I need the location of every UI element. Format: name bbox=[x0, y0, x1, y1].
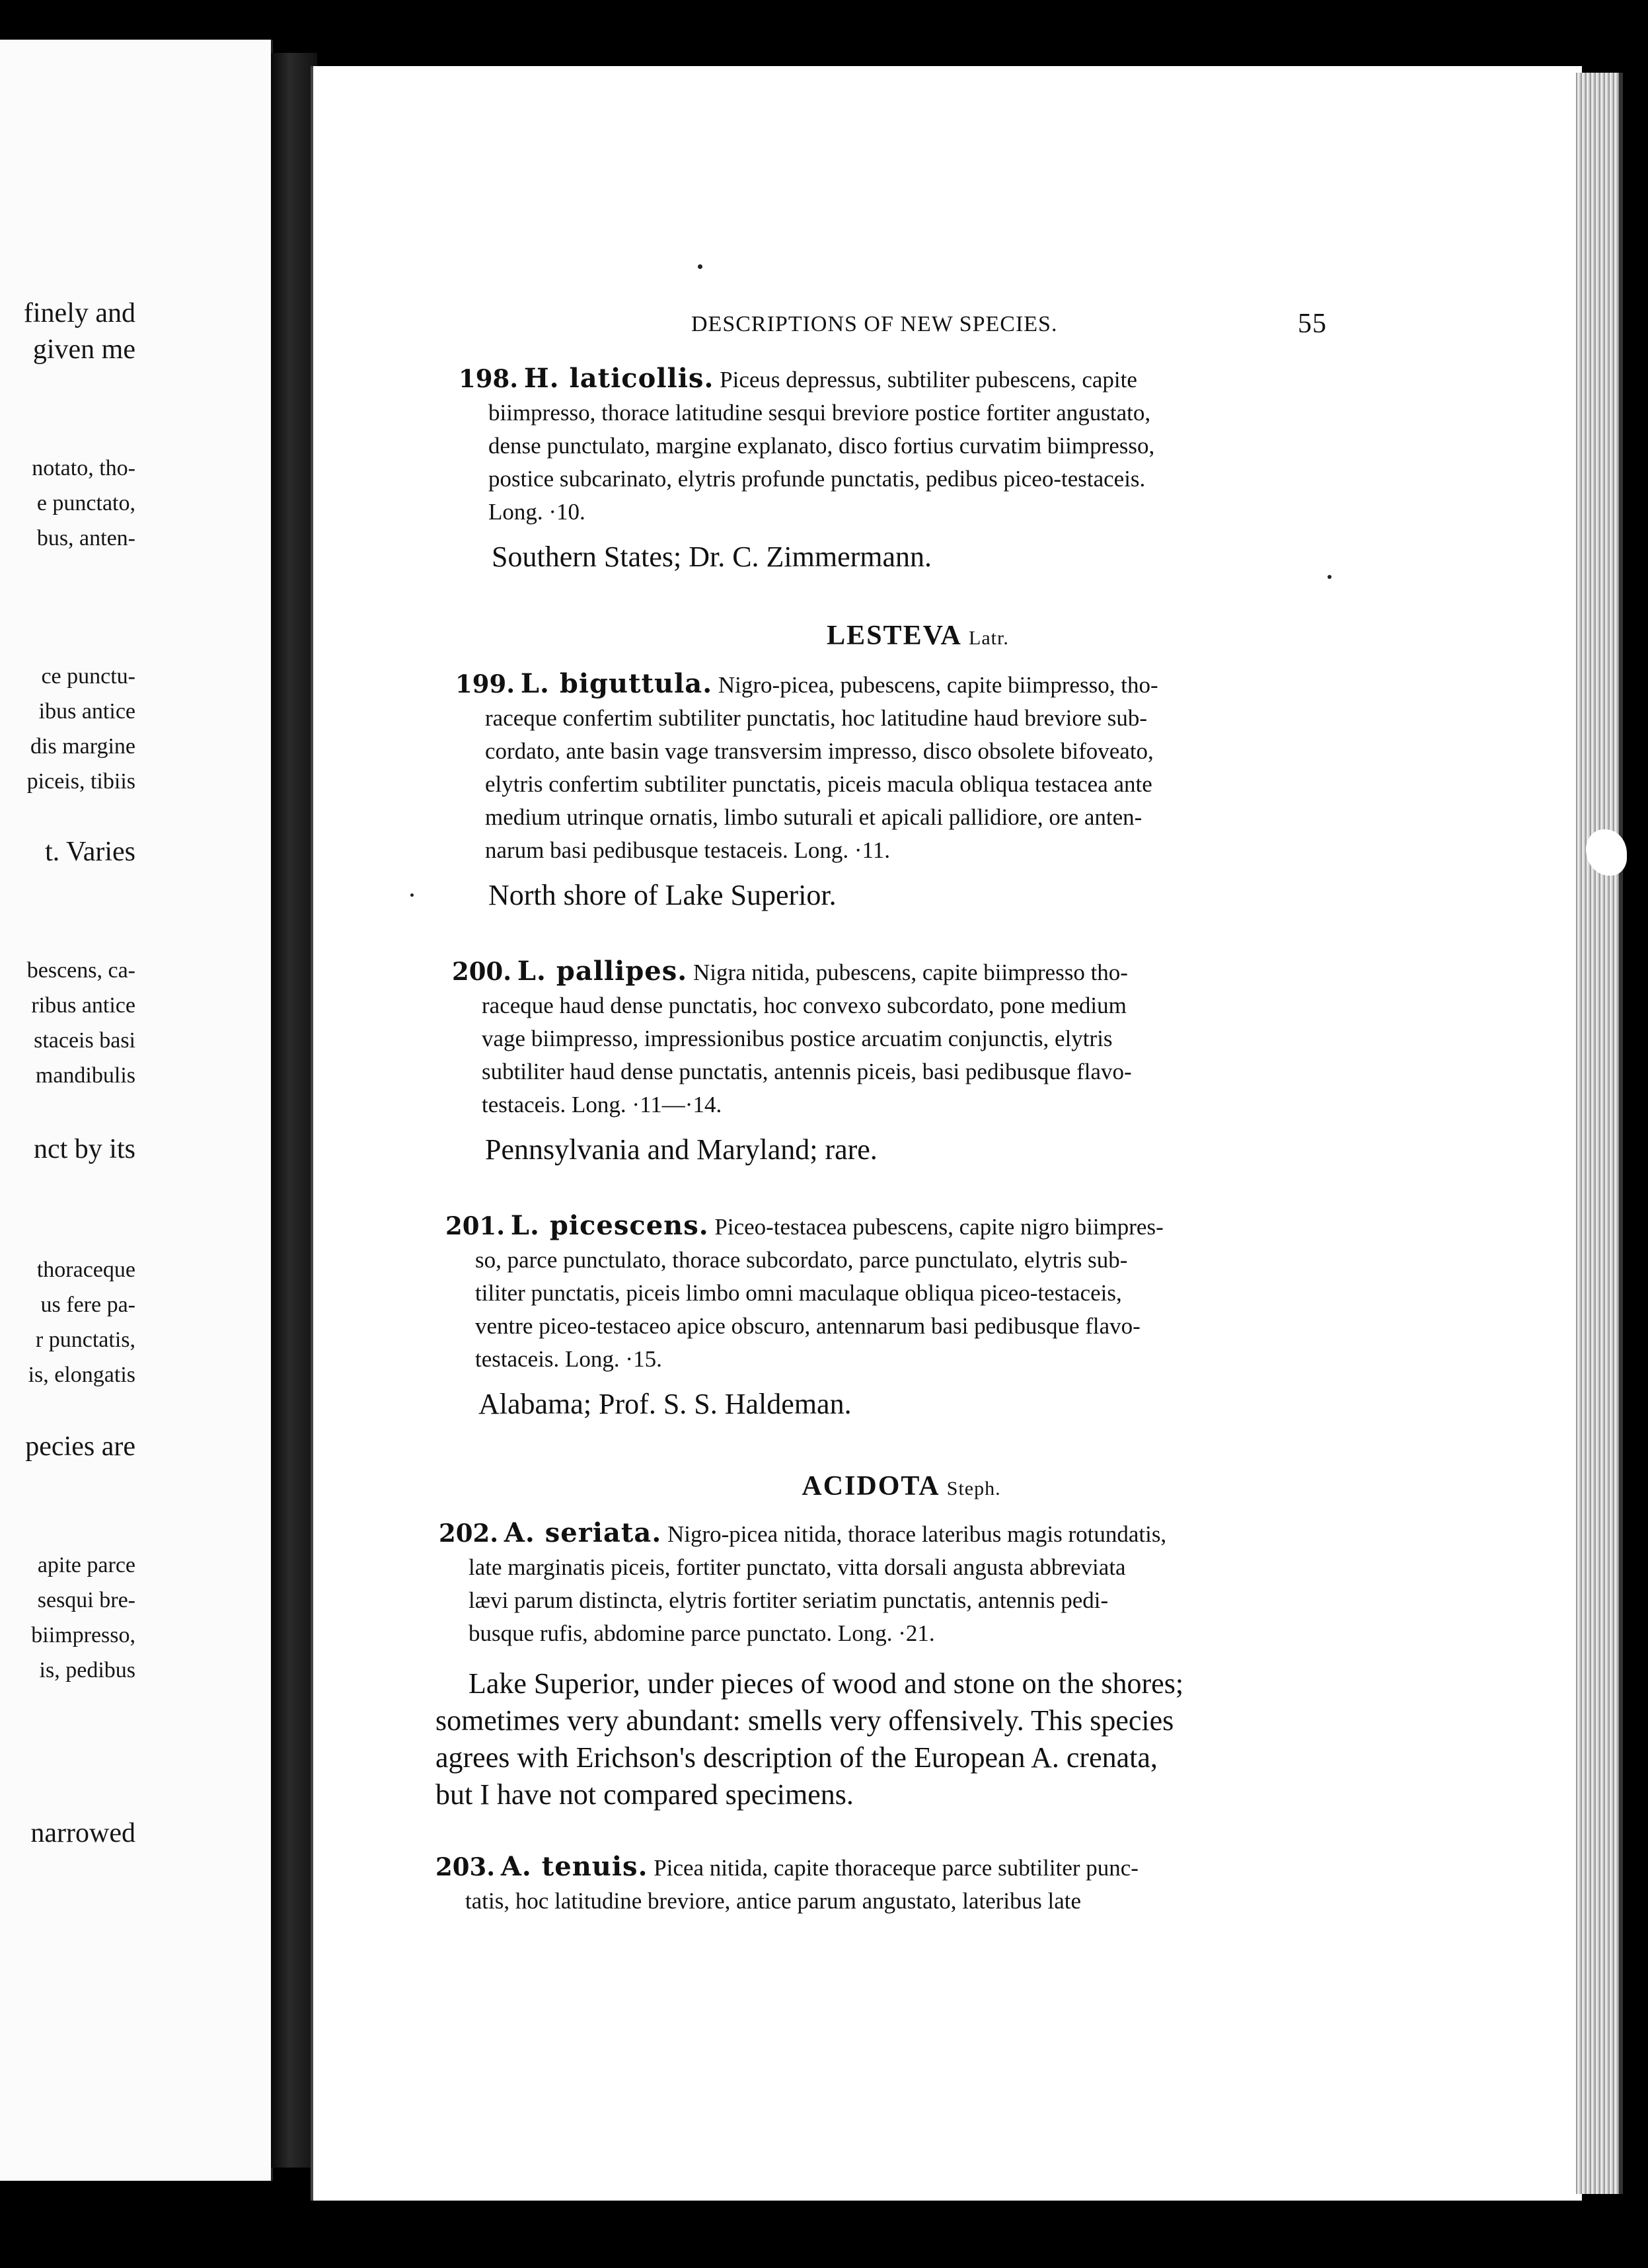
remark-line: but I have not compared specimens. bbox=[435, 1778, 854, 1811]
left-text-fragment: r punctatis, bbox=[35, 1328, 135, 1352]
species-entry-203 bbox=[435, 1850, 1288, 1918]
left-text-fragment: narrowed bbox=[30, 1818, 135, 1848]
remark-paragraph bbox=[435, 1665, 1288, 1813]
species-entry-198 bbox=[459, 362, 1311, 575]
description-line: narum basi pedibusque testaceis. Long. ·11. bbox=[485, 837, 890, 863]
genus-authority: Steph. bbox=[946, 1478, 1001, 1499]
left-text-fragment: given me bbox=[32, 334, 135, 365]
species-entry-201 bbox=[445, 1209, 1298, 1422]
entry-description bbox=[435, 1850, 1288, 1918]
scan-speck bbox=[410, 893, 414, 897]
genus-authority: Latr. bbox=[969, 627, 1009, 649]
left-text-fragment: bescens, ca- bbox=[26, 958, 135, 983]
description-line: elytris confertim subtiliter punctatis, piceis macula obliqua testacea ante bbox=[485, 771, 1152, 797]
entry-number: 201. bbox=[445, 1211, 506, 1240]
description-line: testaceis. Long. ·15. bbox=[475, 1346, 662, 1372]
description-line: Piceo-testacea pubescens, capite nigro biimpres- bbox=[714, 1214, 1164, 1240]
left-text-fragment: e punctato, bbox=[36, 491, 135, 515]
description-line: dense punctulato, margine explanato, disco fortius curvatim biimpresso, bbox=[488, 433, 1155, 459]
remark-line: sometimes very abundant: smells very offensively. This species bbox=[435, 1704, 1174, 1737]
left-text-fragment: us fere pa- bbox=[40, 1293, 135, 1317]
description-line: vage biimpresso, impressionibus postice arcuatim conjunctis, elytris bbox=[482, 1026, 1113, 1051]
scan-speck bbox=[1328, 575, 1331, 579]
genus-name: ACIDOTA bbox=[802, 1471, 939, 1501]
species-name: A. seriata. bbox=[504, 1517, 662, 1548]
main-page bbox=[311, 66, 1582, 2201]
description-line: Nigro-picea nitida, thorace lateribus magis rotundatis, bbox=[667, 1521, 1167, 1547]
description-line: busque rufis, abdomine parce punctato. Long. ·21. bbox=[468, 1620, 935, 1646]
locality: Pennsylvania and Maryland; rare. bbox=[485, 1133, 878, 1166]
entry-number: 199. bbox=[455, 669, 515, 699]
description-line: biimpresso, thorace latitudine sesqui breviore postice fortiter angustato, bbox=[488, 400, 1151, 426]
description-line: late marginatis piceis, fortiter punctato, vitta dorsali angusta abbreviata bbox=[468, 1554, 1126, 1580]
species-name: H. laticollis. bbox=[523, 363, 714, 394]
remark-line: agrees with Erichson's description of the European A. crenata, bbox=[435, 1741, 1158, 1774]
description-line: raceque haud dense punctatis, hoc convexo subcordato, pone medium bbox=[482, 993, 1127, 1018]
left-text-fragment: apite parce bbox=[37, 1553, 135, 1577]
left-text-fragment: finely and bbox=[23, 298, 135, 328]
left-text-fragment: is, pedibus bbox=[39, 1658, 135, 1682]
species-entry-200 bbox=[452, 955, 1304, 1168]
locality: Alabama; Prof. S. S. Haldeman. bbox=[478, 1388, 852, 1420]
description-line: medium utrinque ornatis, limbo suturali et apicali pallidiore, ore anten- bbox=[485, 804, 1142, 830]
description-line: Nigro-picea, pubescens, capite biimpresso, tho- bbox=[718, 672, 1158, 698]
left-text-fragment: mandibulis bbox=[35, 1063, 135, 1088]
entry-number: 203. bbox=[435, 1852, 496, 1881]
left-facing-page bbox=[0, 40, 273, 2181]
entry-description bbox=[439, 1517, 1291, 1650]
left-text-fragment: nct by its bbox=[34, 1134, 135, 1164]
species-entry-199 bbox=[455, 667, 1308, 913]
description-line: tiliter punctatis, piceis limbo omni maculaque obliqua piceo-testaceis, bbox=[475, 1280, 1122, 1306]
entry-number: 198. bbox=[459, 364, 519, 393]
left-text-fragment: t. Varies bbox=[45, 837, 135, 867]
left-text-fragment: ibus antice bbox=[38, 699, 135, 724]
entry-description bbox=[455, 667, 1308, 867]
description-line: Picea nitida, capite thoraceque parce subtiliter punc- bbox=[654, 1855, 1139, 1881]
description-line: Piceus depressus, subtiliter pubescens, capite bbox=[720, 367, 1137, 393]
genus-heading bbox=[267, 1470, 1536, 1502]
entry-number: 200. bbox=[452, 957, 512, 986]
description-line: so, parce punctulato, thorace subcordato, parce punctulato, elytris sub- bbox=[475, 1247, 1128, 1273]
page-number: 55 bbox=[1298, 309, 1327, 339]
entry-number: 202. bbox=[439, 1519, 499, 1548]
description-line: raceque confertim subtiliter punctatis, hoc latitudine haud breviore sub- bbox=[485, 705, 1148, 731]
genus-heading bbox=[283, 620, 1552, 652]
description-line: lævi parum distincta, elytris fortiter seriatim punctatis, antennis pedi- bbox=[468, 1587, 1109, 1613]
left-text-fragment: ribus antice bbox=[31, 993, 135, 1018]
description-line: testaceis. Long. ·11—·14. bbox=[482, 1092, 722, 1117]
left-text-fragment: sesqui bre- bbox=[37, 1588, 135, 1612]
species-name: L. biguttula. bbox=[520, 668, 713, 699]
species-entry-202 bbox=[439, 1517, 1291, 1650]
left-text-fragment: piceis, tibiis bbox=[26, 769, 135, 794]
remark-line: Lake Superior, under pieces of wood and stone on the shores; bbox=[468, 1667, 1184, 1700]
locality: Southern States; Dr. C. Zimmermann. bbox=[492, 541, 932, 573]
description-line: subtiliter haud dense punctatis, antennis piceis, basi pedibusque flavo- bbox=[482, 1059, 1132, 1084]
entry-description bbox=[445, 1209, 1298, 1376]
entry-description bbox=[452, 955, 1304, 1121]
page-edge-stack bbox=[1576, 73, 1623, 2194]
description-line: Long. ·10. bbox=[488, 499, 585, 525]
left-text-fragment: dis margine bbox=[30, 734, 135, 759]
genus-name: LESTEVA bbox=[827, 621, 961, 651]
left-text-fragment: thoraceque bbox=[36, 1258, 135, 1282]
left-text-fragment: notato, tho- bbox=[32, 456, 135, 480]
left-text-fragment: is, elongatis bbox=[28, 1363, 135, 1387]
running-head-title: DESCRIPTIONS OF NEW SPECIES. bbox=[691, 312, 1058, 336]
left-text-fragment: pecies are bbox=[25, 1431, 135, 1462]
description-line: tatis, hoc latitudine breviore, antice parum angustato, lateribus late bbox=[465, 1888, 1082, 1914]
locality: North shore of Lake Superior. bbox=[488, 879, 837, 911]
description-line: cordato, ante basin vage transversim impresso, disco obsolete bifoveato, bbox=[485, 738, 1154, 764]
entry-description bbox=[459, 362, 1311, 529]
species-name: L. picescens. bbox=[510, 1210, 709, 1241]
left-text-fragment: biimpresso, bbox=[31, 1623, 135, 1647]
left-text-fragment: ce punctu- bbox=[41, 664, 135, 689]
description-line: Nigra nitida, pubescens, capite biimpresso tho- bbox=[693, 960, 1128, 985]
left-text-fragment: staceis basi bbox=[34, 1028, 135, 1053]
species-name: L. pallipes. bbox=[517, 956, 688, 987]
left-text-fragment: bus, anten- bbox=[36, 526, 135, 550]
species-name: A. tenuis. bbox=[500, 1851, 648, 1882]
scan-speck bbox=[698, 264, 702, 269]
description-line: postice subcarinato, elytris profunde punctatis, pedibus piceo-testaceis. bbox=[488, 466, 1146, 492]
description-line: ventre piceo-testaceo apice obscuro, antennarum basi pedibusque flavo- bbox=[475, 1313, 1141, 1339]
